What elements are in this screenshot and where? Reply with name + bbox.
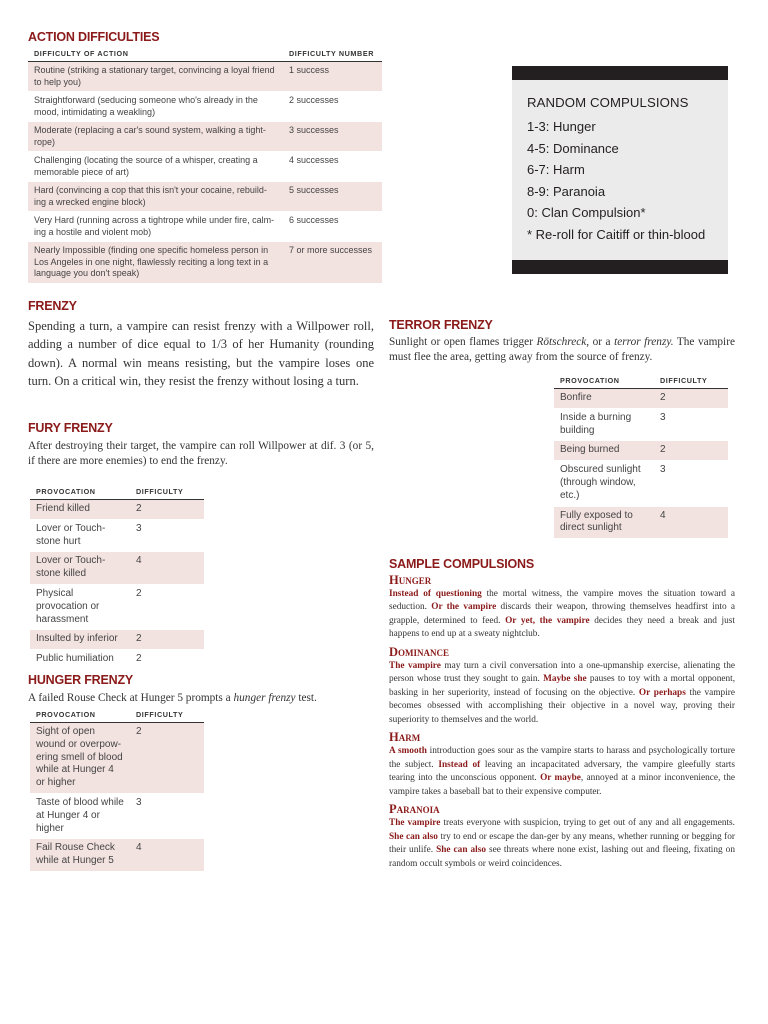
table-cell: 4 successes: [283, 152, 382, 182]
frenzy-text: Spending a turn, a vampire can resist frenzy with a Willpower roll, adding a number of dice equal to 1/3 of her Humanity (rounding down). A normal win means resisting, but the vampire loses one turn. On a critical win, they resist the frenzy without losing a turn.: [28, 319, 374, 388]
text-italic: hunger frenzy: [233, 692, 296, 704]
table-cell: 2: [130, 500, 204, 520]
terror-frenzy-table: [554, 374, 728, 539]
text-span: the mortal witness, the vampire moves the situation toward a seduction.: [389, 589, 736, 613]
table-row: [30, 723, 204, 794]
table-cell: 2: [130, 723, 204, 794]
text-span: The vampire must flee the area, getting away from the source of frenzy.: [389, 336, 735, 364]
list-item: 8-9: Paranoia: [527, 183, 606, 199]
harm-compulsion-text: [389, 745, 735, 799]
table-cell: 3: [130, 793, 204, 838]
text-span: treats everyone with suspicion, trying to get out of any and all engagements.: [440, 818, 736, 829]
column-header-difficulty-number: DIFFICULTY NUMBER: [283, 47, 382, 62]
hunger-compulsion-text: [389, 588, 735, 642]
column-header-provocation: PROVOCATION: [30, 708, 130, 723]
table-cell: Physical provocation or harassment: [30, 584, 130, 629]
table-cell: 2 successes: [283, 92, 382, 122]
frenzy-heading: FRENZY: [28, 299, 77, 313]
table-cell: 3 successes: [283, 122, 382, 152]
action-difficulties-table: [28, 47, 382, 284]
text-bold: She can also: [389, 831, 438, 842]
dominance-compulsion-title: Dominance: [389, 644, 450, 659]
table-cell: 2: [130, 584, 204, 629]
text-span: may turn a civil conversation into a one-upmanship exercise, alienating the person whose trust they sought to gain.: [389, 660, 735, 685]
table-row: [28, 182, 382, 212]
text-span: A failed Rouse Check at Hunger 5 prompts a: [28, 692, 234, 704]
table-cell: Hard (convincing a cop that this isn't your cocaine, rebuild-ing a wrecked engine block): [28, 182, 283, 212]
list-item: 6-7: Harm: [527, 162, 585, 178]
table-cell: Public humiliation: [30, 650, 130, 670]
fury-frenzy-table: [30, 485, 204, 670]
table-row: [30, 500, 204, 520]
terror-frenzy-text: [389, 335, 735, 366]
table-cell: Nearly Impossible (finding one specific homeless person in Los Angeles in one night, flawlessly reciting a long text in a language you don't speak): [28, 242, 283, 284]
table-row: [30, 519, 204, 552]
hunger-frenzy-table: [30, 708, 204, 872]
table-cell: 3: [130, 519, 204, 552]
table-row: [28, 152, 382, 182]
sample-compulsions-section: [389, 557, 735, 871]
table-cell: Insulted by inferior: [30, 630, 130, 650]
table-row: [30, 584, 204, 629]
table-cell: 1 success: [283, 62, 382, 92]
text-bold: A smooth: [389, 746, 427, 757]
sample-compulsions-heading: SAMPLE COMPULSIONS: [389, 557, 535, 571]
text-bold: Or the vampire: [431, 602, 497, 613]
table-cell: Routine (striking a stationary target, convincing a loyal friend to help you): [28, 62, 283, 92]
text-span: leaving an incapacitated adversary, the vampire gleefully starts tearing into the unconscious opponent.: [389, 759, 735, 784]
table-row: [30, 630, 204, 650]
dominance-compulsion-text: [389, 660, 735, 727]
text-italic: Rötschreck: [536, 336, 587, 348]
text-span: introduction goes sour as the vampire starts to harass and psychologically torture the subject.: [389, 746, 735, 770]
table-cell: Straightforward (seducing someone who's already in the mood, intimidating a weakling): [28, 92, 283, 122]
table-row: [554, 389, 728, 409]
table-cell: Fully exposed to direct sunlight: [554, 506, 654, 539]
table-cell: 2: [130, 630, 204, 650]
text-span: try to end or escape the dan-ger by any means, whether running or begging for their unlife.: [389, 831, 735, 856]
table-cell: Being burned: [554, 441, 654, 461]
column-header-difficulty-of-action: DIFFICULTY OF ACTION: [28, 47, 283, 62]
table-cell: Lover or Touch-stone killed: [30, 552, 130, 585]
table-row: [30, 650, 204, 670]
text-bold: Instead of: [438, 759, 481, 770]
action-difficulties-heading: ACTION DIFFICULTIES: [28, 30, 160, 44]
text-span: decides they need a break and just happens to end up at a sweaty nightclub.: [389, 615, 735, 640]
text-bold: Maybe she: [543, 674, 587, 685]
text-span: discards their weapon, throwing themselves headfirst into a grapple, determined to feed.: [389, 602, 735, 626]
text-bold: The vampire: [389, 818, 441, 829]
text-span: Sunlight or open flames trigger: [389, 336, 537, 348]
text-span: , or a: [586, 336, 615, 348]
text-span: see threats where none exist, lashing out and fleeing, fixating on random occult symbols or weird coincidences.: [389, 845, 735, 869]
table-cell: Taste of blood while at Hunger 4 or higher: [30, 793, 130, 838]
table-cell: Very Hard (running across a tightrope while under fire, calm-ing a hostile and violent mob): [28, 212, 283, 242]
table-cell: 7 or more successes: [283, 242, 382, 284]
table-row: [554, 461, 728, 506]
table-row: [554, 408, 728, 441]
text-bold: The vampire: [389, 660, 441, 671]
table-row: [28, 62, 382, 92]
column-header-provocation: PROVOCATION: [30, 485, 130, 500]
table-cell: 5 successes: [283, 182, 382, 212]
table-row: [30, 839, 204, 872]
table-cell: Bonfire: [554, 389, 654, 409]
text-bold: She can also: [436, 845, 487, 856]
table-cell: Sight of open wound or overpow-ering smell of blood while at Hunger 4 or higher: [30, 723, 130, 794]
table-cell: Obscured sunlight (through window, etc.): [554, 461, 654, 506]
table-cell: 4: [130, 839, 204, 872]
table-row: [28, 242, 382, 284]
table-cell: Moderate (replacing a car's sound system, walking a tight-rope): [28, 122, 283, 152]
table-cell: Fail Rouse Check while at Hunger 5: [30, 839, 130, 872]
list-item: 0: Clan Compulsion*: [527, 205, 646, 221]
table-cell: 4: [654, 506, 728, 539]
table-cell: 2: [654, 389, 728, 409]
fury-frenzy-text: After destroying their target, the vampire can roll Willpower at dif. 3 (or 5, if there are more enemies) to end the frenzy.: [28, 440, 374, 468]
table-cell: 2: [654, 441, 728, 461]
table-cell: 6 successes: [283, 212, 382, 242]
table-row: [30, 793, 204, 838]
harm-compulsion-title: Harm: [389, 730, 421, 745]
table-cell: Challenging (locating the source of a whisper, creating a memorable piece of art): [28, 152, 283, 182]
list-item: * Re-roll for Caitiff or thin-blood: [527, 226, 706, 242]
text-span: the vampire becomes obsessed with accomplishing their objective in a novel way, proving their superiority to themselves and the world.: [389, 687, 735, 725]
paranoia-compulsion-title: Paranoia: [389, 802, 440, 817]
table-cell: Friend killed: [30, 500, 130, 520]
text-span: pauses to toy with a mortal opponent, basking in her superiority, instead of focusing on the objective.: [389, 674, 736, 698]
hunger-frenzy-heading: HUNGER FRENZY: [28, 673, 134, 687]
table-cell: Inside a burning building: [554, 408, 654, 441]
fury-frenzy-heading: FURY FRENZY: [28, 421, 113, 435]
text-bold: Or maybe: [540, 773, 581, 784]
column-header-difficulty: DIFFICULTY: [130, 485, 204, 500]
text-bold: Or yet, the vampire: [505, 615, 590, 626]
table-row: [30, 552, 204, 585]
table-cell: 2: [130, 650, 204, 670]
table-cell: 3: [654, 408, 728, 441]
table-cell: Lover or Touch-stone hurt: [30, 519, 130, 552]
text-span: , annoyed at a minor inconvenience, the vampire takes a baseball bat to their expensive computer.: [389, 773, 735, 797]
terror-frenzy-heading: TERROR FRENZY: [389, 318, 493, 332]
text-bold: Or perhaps: [638, 687, 686, 698]
column-header-difficulty: DIFFICULTY: [654, 374, 728, 389]
table-row: [28, 212, 382, 242]
box-bottom-bar: [512, 260, 728, 274]
text-span: test.: [295, 692, 317, 704]
column-header-provocation: PROVOCATION: [554, 374, 654, 389]
table-row: [554, 506, 728, 539]
text-italic: terror frenzy.: [614, 336, 674, 348]
paranoia-compulsion-text: [389, 817, 735, 871]
box-top-bar: [512, 66, 728, 80]
table-cell: 3: [654, 461, 728, 506]
random-compulsions-list: [527, 116, 705, 246]
random-compulsions-title: RANDOM COMPULSIONS: [527, 95, 689, 110]
hunger-frenzy-text: [28, 691, 374, 706]
list-item: 1-3: Hunger: [527, 119, 596, 134]
column-header-difficulty: DIFFICULTY: [130, 708, 204, 723]
random-compulsions-box: [512, 66, 728, 274]
table-row: [28, 122, 382, 152]
table-cell: 4: [130, 552, 204, 585]
list-item: 4-5: Dominance: [527, 140, 619, 156]
hunger-compulsion-title: Hunger: [389, 573, 432, 587]
text-bold: Instead of questioning: [389, 589, 482, 599]
table-row: [28, 92, 382, 122]
table-row: [554, 441, 728, 461]
